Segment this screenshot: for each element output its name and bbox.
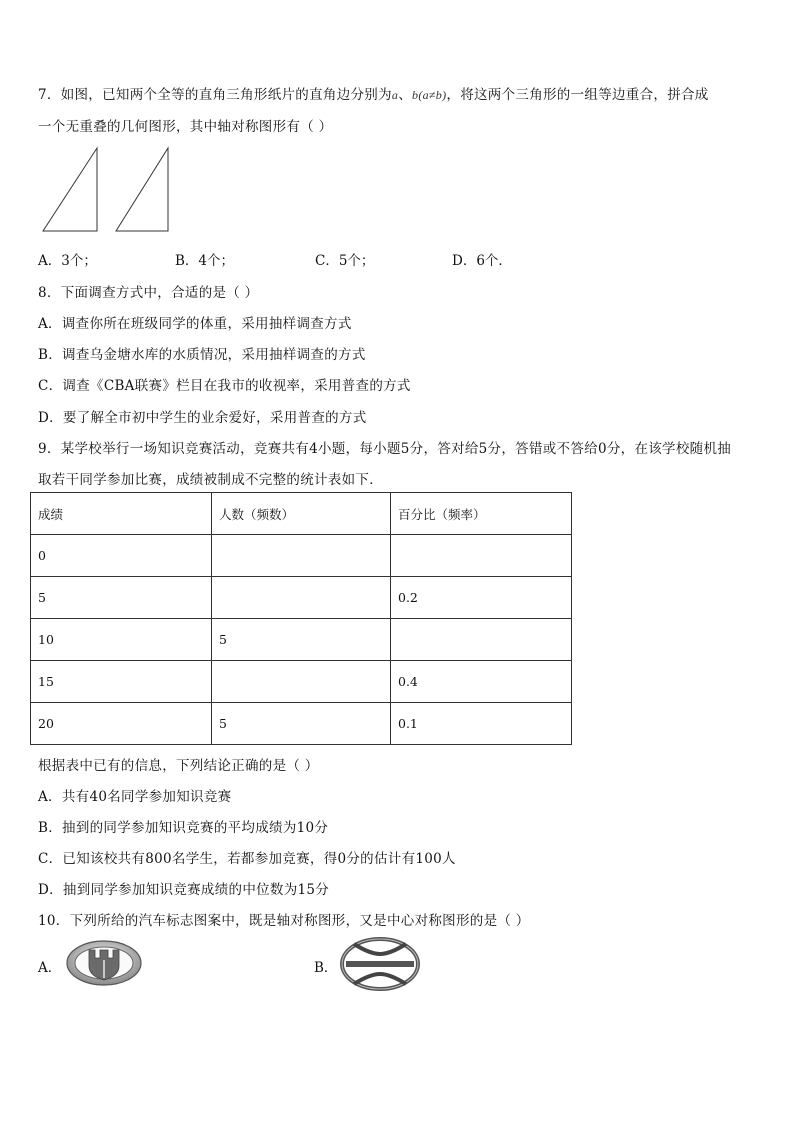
q9-option-b: B．抽到的同学参加知识竞赛的平均成绩为10分	[38, 820, 329, 836]
q7-var-b: b	[412, 88, 419, 102]
score-frequency-table	[30, 492, 572, 745]
q10-stem: 10．下列所给的汽车标志图案中，既是轴对称图形，又是中心对称图形的是（ ）	[38, 913, 530, 929]
q7-line-1	[38, 83, 709, 103]
triangle-2	[116, 148, 168, 231]
cell-count	[212, 577, 391, 619]
cell-score: 15	[31, 661, 212, 703]
cell-score: 20	[31, 703, 212, 745]
cell-percent: 0.4	[391, 661, 572, 703]
q7-line1-post: ，将这两个三角形的一组等边重合，拼合成	[446, 87, 709, 103]
table-row	[31, 661, 572, 703]
q7-line1-pre: 7．如图，已知两个全等的直角三角形纸片的直角边分别为	[38, 87, 392, 103]
table-row	[31, 619, 572, 661]
q8-stem: 8．下面调查方式中，合适的是（ ）	[38, 285, 259, 301]
q7-option-d: D．6个．	[452, 253, 512, 269]
q7-option-b: B．4个；	[175, 253, 235, 269]
header-percent: 百分比（频率）	[391, 493, 572, 535]
cell-count	[212, 535, 391, 577]
table-header-row	[31, 493, 572, 535]
great-wall-logo-icon	[65, 938, 145, 988]
q8-option-d: D．要了解全市初中学生的业余爱好，采用普查的方式	[38, 410, 367, 426]
q7-var-a: a	[391, 88, 399, 102]
cell-score: 0	[31, 535, 212, 577]
q8-option-c: C．调查《CBA联赛》栏目在我市的收视率，采用普查的方式	[38, 378, 411, 394]
cell-count: 5	[212, 703, 391, 745]
q9-option-a: A．共有40名同学参加知识竞赛	[38, 789, 232, 805]
q9-line-1: 9．某学校举行一场知识竞赛活动，竞赛共有4小题，每小题5分，答对给5分，答错或不答给0分，在该学校随机抽	[38, 441, 732, 457]
table-row	[31, 703, 572, 745]
q9-option-d: D．抽到同学参加知识竞赛成绩的中位数为15分	[38, 882, 330, 898]
cell-percent: 0.2	[391, 577, 572, 619]
table-row	[31, 535, 572, 577]
q8-option-a: A．调查你所在班级同学的体重，采用抽样调查方式	[38, 316, 352, 332]
right-triangles-figure	[40, 145, 180, 235]
q7-option-c: C．5个；	[315, 253, 375, 269]
cell-percent: 0.1	[391, 703, 572, 745]
q7-sep: 、	[398, 87, 413, 103]
hino-logo-icon	[338, 936, 422, 992]
triangle-1	[43, 148, 97, 231]
q9-ask: 根据表中已有的信息，下列结论正确的是（ ）	[38, 758, 319, 774]
cell-count: 5	[212, 619, 391, 661]
q8-option-b: B．调查乌金塘水库的水质情况，采用抽样调查的方式	[38, 347, 366, 363]
q7-option-a: A．3个；	[38, 253, 97, 269]
cell-percent	[391, 619, 572, 661]
cell-count	[212, 661, 391, 703]
header-score: 成绩	[31, 493, 212, 535]
cell-score: 5	[31, 577, 212, 619]
q10-option-a-label: A．	[38, 960, 62, 976]
q10-option-b-label: B．	[314, 960, 338, 976]
q7-line-2: 一个无重叠的几何图形，其中轴对称图形有（ ）	[38, 119, 333, 135]
cell-percent	[391, 535, 572, 577]
table-row	[31, 577, 572, 619]
header-count: 人数（频数）	[212, 493, 391, 535]
q7-condition: (a≠b)	[418, 88, 447, 102]
cell-score: 10	[31, 619, 212, 661]
q9-line-2: 取若干同学参加比赛，成绩被制成不完整的统计表如下．	[38, 472, 383, 488]
q9-option-c: C．已知该校共有800名学生，若都参加竞赛，得0分的估计有100人	[38, 851, 456, 867]
